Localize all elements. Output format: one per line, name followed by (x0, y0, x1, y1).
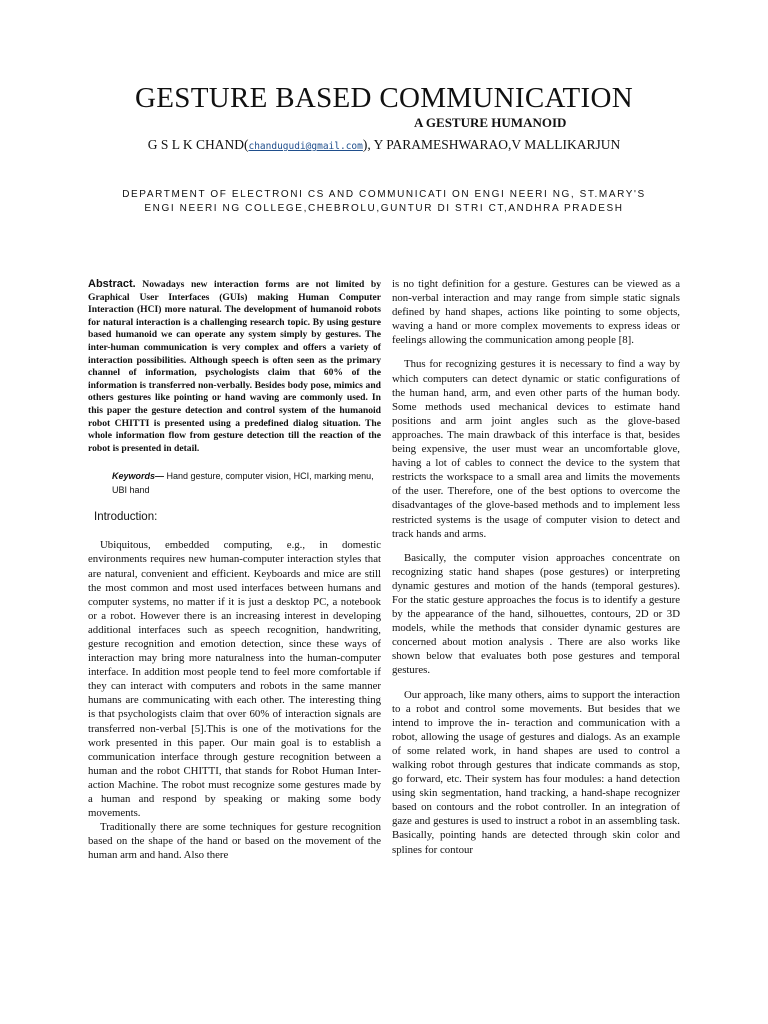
body-paragraph: is no tight definition for a gesture. Gestures can be viewed as a non-verbal interaction and may range from simple static signals defined by hand shapes, actions like pointing to some objects, waving a hand or more complex movements to express ideas or feelings allowing the communication among people [8]. (392, 278, 680, 347)
body-paragraph: Ubiquitous, embedded computing, e.g., in domestic environments requires new human-computer interaction styles that are natural, convenient and efficient. Keyboards and mice are still the most common and most used interfaces between humans and computer systems, no matter if it is just a desktop PC, a notebook or a robot. However there is an increasing interest in developing additional interfaces such as speech recognition, handwriting, gesture recognition and emotion detection, since these ways of interaction may bring more naturalness into the human-computer interface. In addition most people tend to feel more comfortable if they can interact with computers and robots in the same manner humans are communicating with each other. The interesting thing is that psychologists claim that over 60% of interaction signals are transferred non-verbal [5].This is one of the motivations for the work presented in this paper. Our main goal is to establish a communication interface through gesture recognition between a human and the robot CHITTI, that stands for Robot Human Inter- action Machine. The robot must recognize some gestures made by a human and respond by speaking or making some body movements. (88, 539, 381, 820)
affiliation: DEPARTMENT OF ELECTRONI CS AND COMMUNICATI ON ENGI NEERI NG, ST.MARY'S ENGI NEERI NG COLLEGE,CHEBROLU,GUNTUR DI STRI CT,ANDHRA PRADESH (122, 189, 646, 214)
author-lead: G S L K CHAND( (147, 137, 249, 152)
body-paragraph: Our approach, like many others, aims to support the interaction to a robot and control some movements. But besides that we intend to improve the in- teraction and communication with a robot, allowing the usage of gestures and dialogs. As an example of some related work, in hand shapes are used to control a walking robot through gestures that indicate commands as stop, go forward, etc. Their system has four modules: a hand detection using skin segmentation, hand tracking, a hand-shape recognizer based on contours and the robot controller. In an integration of gaze and gestures is used to instruct a robot in an assembling task. Basically, pointing hands are detected through skin color and splines for contour (392, 688, 680, 856)
keywords-label: Keywords— (112, 471, 165, 482)
paper-title: GESTURE BASED COMMUNICATION (135, 82, 633, 114)
paper-subtitle: A GESTURE HUMANOID (414, 115, 567, 130)
author-rest: ), Y PARAMESHWARAO,V MALLIKARJUN (362, 137, 621, 152)
right-column (392, 277, 680, 857)
body-paragraph: Traditionally there are some techniques for gesture recognition based on the shape of the hand or based on the movement of the human arm and hand. Also there (88, 821, 381, 862)
body-paragraph: Basically, the computer vision approaches concentrate on recognizing static hand shapes (pose gestures) or interpreting dynamic gestures and motion of the hands (temporal gestures). For the static gesture approaches the focus is to identify a gesture by the appearance of the hand, silhouettes, contours, 2D or 3D models, while the methods that consider dynamic gestures are concerned about motion analysis . There are also works like shown below that evaluates both pose gestures and temporal gestures. (392, 551, 680, 677)
abstract-label: Abstract. (88, 278, 136, 290)
abstract (88, 278, 381, 455)
keywords (88, 469, 381, 497)
abstract-text: Nowadays new interaction forms are not limited by Graphical User Interfaces (GUIs) making Human Computer Interaction (HCI) more natural. The development of humanoid robots for natural interaction is a challenging research topic. By using gesture based humanoid we can operate any system simply by gestures. The inter-human communication is very complex and offers a variety of interaction possibilities. Although speech is often seen as the primary channel of information, psychologists claim that 60% of the information is transferred non-verbally. Besides body pose, mimics and others gestures like pointing or hand waving are commonly used. In this paper the gesture detection and control system of the humanoid robot CHITTI is presented using a predefined dialog situation. The whole information flow from gesture detection till the reaction of the robot is presented in detail. (88, 279, 381, 454)
left-column (88, 278, 381, 862)
keywords-text: Hand gesture, computer vision, HCI, marking menu, UBI hand (112, 471, 374, 496)
body-paragraph: Thus for recognizing gestures it is necessary to find a way by which computers can detect dynamic or static configurations of the human hand, arm, and even other parts of the human body. Some methods used mechanical devices to estimate hand positions and arm joint angles such as the glove-based approaches. The main drawback of this interface is that, besides being expensive, the user must wear an uncomfortable glove, having a lot of cables to connect the device to the system that restricts the workspace to a small area and limits the movements of the user. Therefore, one of the best options to overcome the disadvantages of the glove-based methods and to implement less restricted systems is the usage of computer vision to detect and track hands and arms. (392, 358, 680, 540)
author-line (0, 137, 768, 153)
section-heading-introduction: Introduction: (94, 511, 158, 524)
author-email-link[interactable]: chandugudi@gmail.com (248, 141, 363, 152)
